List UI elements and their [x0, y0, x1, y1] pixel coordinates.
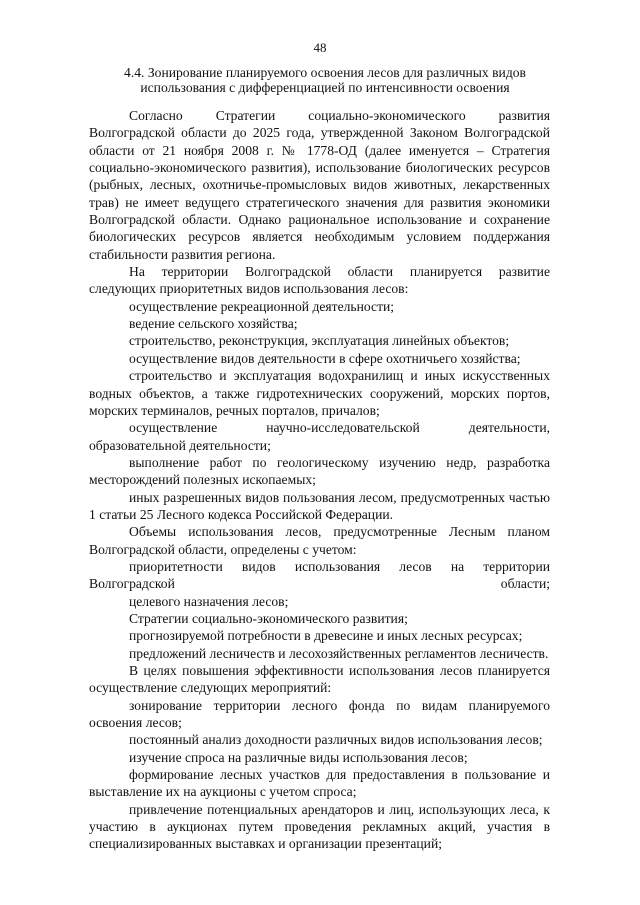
section-heading-line-2: использования с дифференциацией по интенсивности освоения [140, 80, 510, 95]
list-item-priority: приоритетности видов использования лесов на территории Волгоградской области; [89, 558, 550, 592]
list-item-agriculture: ведение сельского хозяйства; [129, 316, 298, 332]
list-item-demand-study: изучение спроса на различные виды использования лесов; [129, 749, 468, 765]
list-item-strategy: Стратегии социально-экономического развития; [129, 610, 408, 626]
paragraph-measures-intro: В целях повышения эффективности использования лесов планируется осуществление следующих мероприятий: [89, 663, 550, 696]
paragraph-priority-intro: На территории Волгоградской области планируется развитие следующих приоритетных видов использования лесов: [89, 264, 550, 297]
list-item-other-uses: иных разрешенных видов пользования лесом, предусмотренных частью 1 статьи 25 Лесного кодекса Российской Федерации. [89, 489, 550, 522]
list-item-linear-objects: строительство, реконструкция, эксплуатация линейных объектов; [129, 333, 510, 349]
list-item-auctions: формирование лесных участков для предоставления в пользование и выставление их на аукционы с учетом спроса; [89, 767, 550, 800]
paragraph-strategy: Согласно Стратегии социально-экономического развития Волгоградской области до 2025 года, утвержденной Законом Волгоградской области от 21 ноября 2008 г. № 1778-ОД (далее именуется – Стратегия социально-экономического развития), использование биологических ресурсов (рыбных, лесных, охотничье-промысловых видов животных, лекарственных трав) не имеет ведущего стратегического значения для развития экономики Волгоградской области. Однако рациональное использование и сохранение биологических ресурсов является необходимым условием поддержания стабильности развития региона. [89, 108, 550, 262]
list-item-recreation: осуществление рекреационной деятельности; [129, 298, 395, 314]
page-number: 48 [313, 40, 327, 55]
list-item-water-objects: строительство и эксплуатация водохранилищ и иных искусственных водных объектов, а также гидротехнических сооружений, морских портов, морских терминалов, речных порталов, причалов; [89, 368, 550, 418]
list-item-tenants: привлечение потенциальных арендаторов и лиц, использующих леса, к участию в аукционах путем проведения рекламных акций, участия в специализированных выставках и организации презентаций; [89, 801, 550, 852]
list-item-zoning: зонирование территории лесного фонда по видам планируемого освоения лесов; [89, 697, 550, 731]
section-heading [90, 65, 560, 95]
body-text [89, 107, 550, 853]
list-item-geology: выполнение работ по геологическому изучению недр, разработка месторождений полезных ископаемых; [89, 454, 550, 488]
paragraph-volumes-intro: Объемы использования лесов, предусмотренные Лесным планом Волгоградской области, определены с учетом: [89, 524, 550, 557]
list-item-hunting: осуществление видов деятельности в сфере охотничьего хозяйства; [129, 350, 521, 366]
section-heading-line-1: 4.4. Зонирование планируемого освоения лесов для различных видов [124, 65, 526, 80]
list-item-profitability: постоянный анализ доходности различных видов использования лесов; [129, 732, 543, 748]
list-item-research: осуществление научно-исследовательской деятельности, образовательной деятельности; [89, 420, 550, 453]
list-item-demand: прогнозируемой потребности в древесине и иных лесных ресурсах; [129, 628, 523, 644]
list-item-purpose: целевого назначения лесов; [129, 593, 289, 609]
list-item-proposals: предложений лесничеств и лесохозяйственных регламентов лесничеств. [129, 645, 549, 661]
